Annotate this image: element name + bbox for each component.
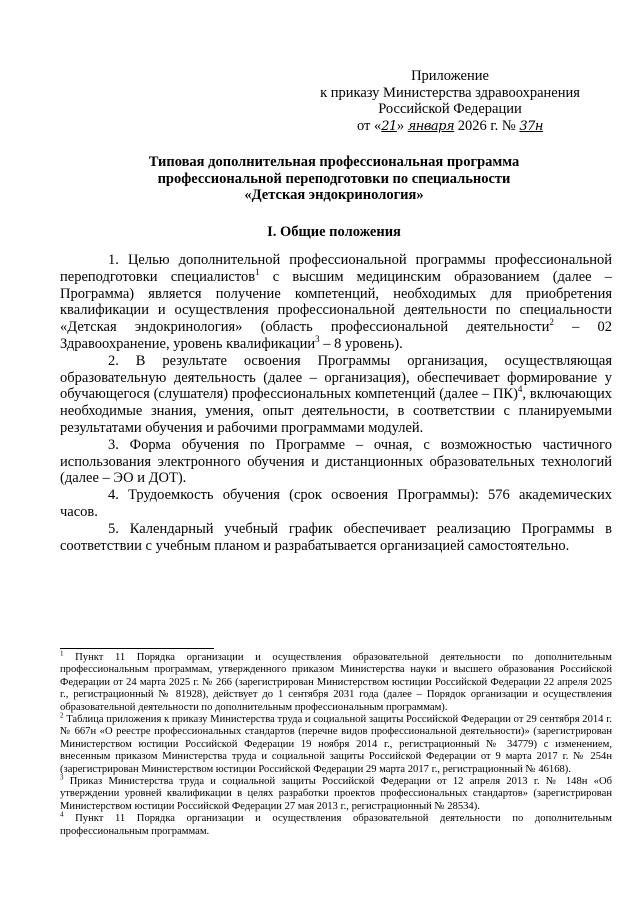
- order-year: 2026 г. №: [454, 117, 520, 134]
- footnote-4: [60, 810, 612, 838]
- title-line-3: «Детская эндокринология»: [244, 187, 424, 203]
- appendix-header: [300, 68, 600, 135]
- ministry-country: Российской Федерации: [378, 101, 522, 117]
- footnote-1: [60, 649, 612, 714]
- paragraph-1-part-c: – 02 Здравоохранение, уровень квалификации: [60, 319, 612, 352]
- order-month-handwritten: января: [407, 118, 455, 134]
- footnote-2-mark: 2: [60, 711, 64, 720]
- paragraph-1-part-d: – 8 уровень).: [319, 335, 403, 352]
- paragraph-3: 3. Форма обучения по Программе – очная, с возможностью частичного использования электронного обучения и дистанционных образовательных технологий (далее – ЭО и ДОТ).: [60, 436, 612, 487]
- footnote-1-mark: 1: [60, 649, 64, 658]
- title-line-2: профессиональной переподготовки по специальности: [157, 170, 511, 187]
- footnote-3-text: Приказ Министерства труда и социальной защиты Российской Федерации от 12 апреля 2013 г. № 148н «Об утверждении уровней квалификации в целях разработки проектов профессиональных стандартов» (зарегистрирован Министерством юстиции Российской Федерации 27 мая 2013 г., регистрационный № 28534).: [60, 776, 612, 812]
- title-line-1: Типовая дополнительная профессиональная программа: [148, 154, 520, 170]
- section-body: [60, 252, 612, 554]
- order-date-line: [300, 118, 600, 136]
- footnote-4-mark: 4: [60, 810, 64, 819]
- footnotes: [60, 649, 612, 838]
- paragraph-5: 5. Календарный учебный график обеспечивает реализацию Программы в соответствии с учебным планом и разрабатывается организацией самостоятельно.: [60, 520, 612, 554]
- document-title: [60, 154, 608, 204]
- footnote-divider: [60, 648, 214, 649]
- footnote-1-text: Пункт 11 Порядка организации и осуществления образовательной деятельности по дополнительным профессиональным программам, утвержденного приказом Министерства науки и высшего образования Российской Федерации от 24 марта 2025 г. № 266 (зарегистрирован Министерством юстиции Российской Федерации 22 апреля 2025 г., регистрационный № 81928), действует до 1 сентября 2031 года (далее – Порядок организации и осуществления образовательной деятельности по дополнительным профессиональным программам).: [60, 652, 612, 713]
- paragraph-2-part-b: , включающих необходимые знания, умения, опыт деятельности, в соответствии с планируемыми результатами обучения и рабочими программами модулей.: [60, 386, 612, 436]
- footnote-3-mark: 3: [60, 773, 64, 782]
- order-prefix: от «: [356, 117, 382, 134]
- order-day-handwritten: 21: [381, 118, 397, 134]
- footnote-ref-3: 3: [315, 334, 320, 345]
- paragraph-1-part-b: с высшим медицинским образованием (далее – Программа) является получение компетенций, необходимых для приобретения квалификации и осуществления профессиональной деятельности по специальности «Детская эндокринология» (область профессиональной деятельности: [60, 268, 612, 336]
- order-reference: к приказу Министерства здравоохранения: [320, 84, 580, 101]
- footnote-ref-1: 1: [255, 266, 260, 277]
- footnote-2: [60, 711, 612, 776]
- footnote-ref-4: 4: [517, 384, 523, 395]
- order-mid: »: [396, 117, 408, 134]
- paragraph-1: [60, 252, 612, 353]
- appendix-label: Приложение: [411, 68, 489, 84]
- paragraph-2: [60, 353, 612, 437]
- section-heading: I. Общие положения: [267, 224, 401, 240]
- footnote-ref-2: 2: [549, 317, 554, 328]
- footnote-2-text: Таблица приложения к приказу Министерства труда и социальной защиты Российской Федерации от 29 сентября 2014 г. № 667н «О реестре профессиональных стандартов (перечне видов профессиональной деятельности)» (зарегистрирован Министерством юстиции Российской Федерации 19 ноября 2014 г., регистрационный № 34779) с изменением, внесенным приказом Министерства труда и социальной защиты Российской Федерации от 9 марта 2017 г. № 254н (зарегистрирован Министерством юстиции Российской Федерации 29 марта 2017 г., регистрационный № 46168).: [60, 714, 612, 775]
- footnote-4-text: Пункт 11 Порядка организации и осуществления образовательной деятельности по дополнительным профессиональным программам.: [60, 813, 612, 837]
- paragraph-1-part-a: 1. Целью дополнительной профессиональной программы профессиональной переподготовки специалистов: [60, 252, 612, 285]
- footnote-3: [60, 773, 612, 813]
- paragraph-4: 4. Трудоемкость обучения (срок освоения Программы): 576 академических часов.: [60, 487, 612, 520]
- paragraph-2-part-a: 2. В результате освоения Программы организация, осуществляющая образовательную деятельность (далее – организация), обеспечивает формирование у обучающегося (слушателя) профессиональных компетенций (далее – ПК): [60, 352, 612, 403]
- order-number-handwritten: 37н: [519, 118, 543, 134]
